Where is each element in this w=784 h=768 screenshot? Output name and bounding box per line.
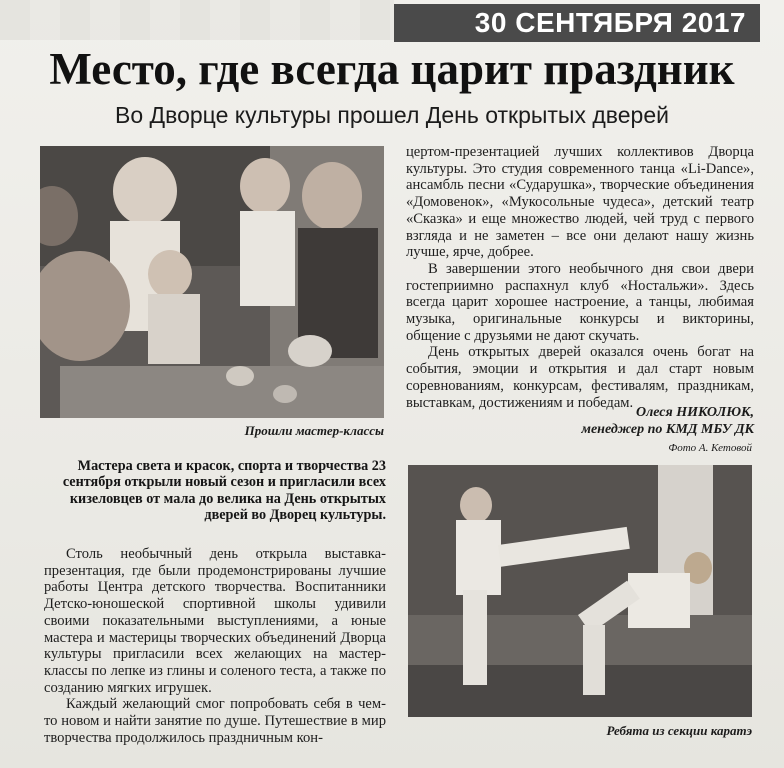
- right-paragraph-1: цертом-презентацией лучших коллективов Дворца культуры. Это студия современного танца «Li-Dance», ансамбль песни «Сударушка», творческие объединения «Домовенок», «Мукосольные чудеса», детский театр «Сказка» и еще множество людей, чей труд с первого взгляда и не заметен – все они делают нашу жизнь лучше, ярче, добрее.: [406, 144, 754, 261]
- lead-paragraph: Мастера света и красок, спорта и творчества 23 сентября открыли новый сезон и пригласили всех кизеловцев от мала до велика на День открытых дверей во Дворец культуры.: [62, 458, 386, 524]
- header-strip: [0, 0, 394, 40]
- subheadline: Во Дворце культуры прошел День открытых дверей: [115, 102, 669, 128]
- photo-karate: [408, 465, 752, 717]
- photo-master-classes-image: [40, 146, 384, 418]
- left-paragraph-1: Столь необычный день открыла выставка-презентация, где были продемонстрированы лучшие работы Центра детского творчества. Воспитанники Детско-юношеской спортивной школы удивили своими показательными выступлениями, а юные мастера и мастерицы творческих объединений Дворца культуры пригласили всех желающих на мастер-классы по лепке из глины и соленого теста, а также по созданию мягких игрушек.: [44, 546, 386, 696]
- author-position: менеджер по КМД МБУ ДК: [581, 422, 754, 437]
- photo-karate-image: [408, 465, 752, 717]
- left-column: [44, 546, 386, 746]
- left-paragraph-2: Каждый желающий смог попробовать себя в чем-то новом и найти занятие по душе. Путешествие в мир творчества продолжилось праздничным кон-: [44, 696, 386, 746]
- right-column: [406, 144, 754, 411]
- date-banner: 30 СЕНТЯБРЯ 2017: [394, 4, 760, 42]
- photo-karate-caption: Ребята из секции каратэ: [606, 723, 752, 738]
- headline: Место, где всегда царит праздник: [49, 44, 735, 94]
- photo-credit: Фото А. Кетовой: [668, 442, 752, 454]
- photo-master-classes-caption: Прошли мастер-классы: [244, 423, 384, 438]
- author-name: Олеся НИКОЛЮК,: [635, 405, 754, 420]
- right-paragraph-3: День открытых дверей оказался очень богат на события, эмоции и открытия и дал старт новым соревнованиям, конкурсам, фестивалям, праздникам, выставкам, достижениям и победам.: [406, 344, 754, 411]
- right-paragraph-2: В завершении этого необычного дня свои двери гостеприимно распахнул клуб «Ностальжи». Здесь всегда царит хорошее настроение, а танцы, любимая музыка, оригинальные конкурсы и викторины, общение с друзьями не дают скучать.: [406, 260, 754, 344]
- author-signature: [420, 404, 754, 438]
- photo-master-classes: [40, 146, 384, 418]
